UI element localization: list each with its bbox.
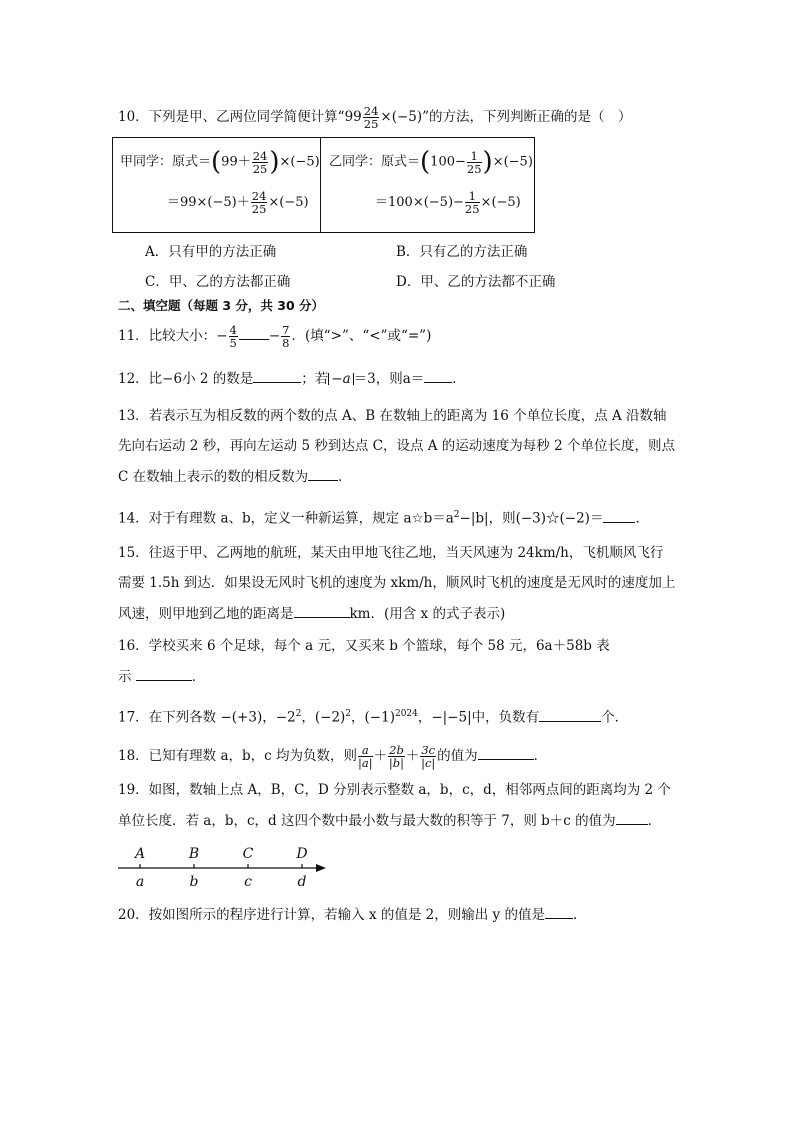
number-line-figure bbox=[118, 843, 333, 891]
q16-blank[interactable] bbox=[136, 666, 192, 681]
point-label-a: A bbox=[134, 846, 146, 862]
value-label-d: d bbox=[297, 874, 307, 890]
q13-line3: C 在数轴上表示的数的相反数为 ． bbox=[118, 466, 352, 487]
section-heading: 二、填空题（每题 3 分，共 30 分） bbox=[118, 298, 325, 313]
q10-fraction: $\frac{24}{25}$ bbox=[363, 104, 379, 131]
q11-answer-blank[interactable] bbox=[239, 325, 269, 340]
q11: 11．比较大小：− $\frac{4}{5}$ − $\frac{7}{8}$ ．(填“>”、“<”或“=”) bbox=[118, 323, 432, 350]
abs-neg-a: −a bbox=[328, 373, 353, 385]
q19-line1: 19．如图，数轴上点 A，B，C，D 分别表示整数 a，b，c，d，相邻两点间的距离均为 2 个 bbox=[118, 782, 671, 798]
q12: 12．比−6小 2 的数是 ；若 −a ＝3，则a＝ ． bbox=[118, 368, 466, 389]
option-c[interactable]: C．甲、乙的方法都正确 bbox=[145, 274, 291, 290]
q18: 18．已知有理数 a，b，c 均为负数，则 $\frac{a}{|a|}$ ＋ $\frac{2b}{|b|}$ ＋ $\frac{3c}{|c|}$ 的值为 ． bbox=[118, 743, 548, 770]
q10-stem: 10．下列是甲、乙两位同学简便计算“99 $\frac{24}{25}$ ×(−5)”的方法，下列判断正确的是（ ） bbox=[118, 104, 632, 131]
q19-blank[interactable] bbox=[616, 810, 648, 825]
q13-line2: 先向右运动 2 秒，再向左运动 5 秒到达点 C，设点 A 的运动速度为每秒 2 个单位长度，则点 bbox=[118, 438, 675, 454]
q18-blank[interactable] bbox=[478, 745, 534, 760]
q15-line3: 风速，则甲地到乙地的距离是 km．(用含 x 的式子表示) bbox=[118, 603, 505, 624]
q13-line1: 13．若表示互为相反数的两个数的点 A、B 在数轴上的距离为 16 个单位长度，点 A 沿数轴 bbox=[118, 408, 667, 424]
q16-line1: 16．学校买来 6 个足球，每个 a 元，又买来 b 个篮球，每个 58 元，6a＋58b 表 bbox=[118, 638, 610, 654]
value-label-c: c bbox=[244, 874, 252, 890]
q20-blank[interactable] bbox=[545, 904, 573, 919]
q15-blank[interactable] bbox=[294, 603, 350, 618]
point-label-c: C bbox=[242, 846, 254, 862]
yi-line1: 乙同学：原式＝(100− $\frac{1}{25}$ )×(−5) bbox=[329, 147, 533, 177]
q20: 20．按如图所示的程序进行计算，若输入 x 的值是 2，则输出 y 的值是 ． bbox=[118, 904, 586, 925]
q12-blank-1[interactable] bbox=[253, 368, 301, 383]
value-label-b: b bbox=[189, 874, 199, 890]
q19-line2: 单位长度．若 a，b，c，d 这四个数中最小数与最大数的积等于 7，则 b＋c 的值为 ． bbox=[118, 810, 661, 831]
q16-line2: 示 ． bbox=[118, 666, 205, 687]
value-label-a: a bbox=[135, 874, 145, 890]
q14-blank[interactable] bbox=[603, 508, 635, 523]
option-a[interactable]: A．只有甲的方法正确 bbox=[145, 244, 277, 260]
q12-blank-2[interactable] bbox=[424, 368, 452, 383]
option-d[interactable]: D．甲、乙的方法都不正确 bbox=[396, 274, 556, 290]
q17: 17．在下列各数 −(+3)，$-2^2$，$(-2)^2$，$(-1)^{2024}$，−|−5|中，负数有 个． bbox=[118, 704, 628, 728]
yi-line2: ＝100×(−5)− $\frac{1}{25}$ ×(−5) bbox=[375, 189, 521, 216]
option-b[interactable]: B．只有乙的方法正确 bbox=[396, 244, 528, 260]
q14: 14．对于有理数 a、b，定义一种新运算，规定 $a☆b=a^2-|b|$，则(−3)☆(−2)＝ ． bbox=[118, 505, 649, 529]
jia-line1: 甲同学：原式＝(99＋ $\frac{24}{25}$ )×(−5) bbox=[120, 147, 320, 177]
q17-blank[interactable] bbox=[539, 707, 601, 722]
point-label-b: B bbox=[188, 846, 200, 862]
table-divider bbox=[320, 138, 321, 232]
q10-method-table bbox=[112, 137, 535, 233]
jia-line2: ＝99×(−5)＋ $\frac{24}{25}$ ×(−5) bbox=[167, 189, 309, 216]
q13-blank[interactable] bbox=[308, 466, 338, 481]
point-label-d: D bbox=[296, 846, 308, 862]
q15-line1: 15．往返于甲、乙两地的航班，某天由甲地飞往乙地，当天风速为 24km/h，飞机顺风飞行 bbox=[118, 545, 664, 561]
q15-line2: 需要 1.5h 到达．如果设无风时飞机的速度为 xkm/h，顺风时飞机的速度是无风时的速度加上 bbox=[118, 575, 676, 591]
